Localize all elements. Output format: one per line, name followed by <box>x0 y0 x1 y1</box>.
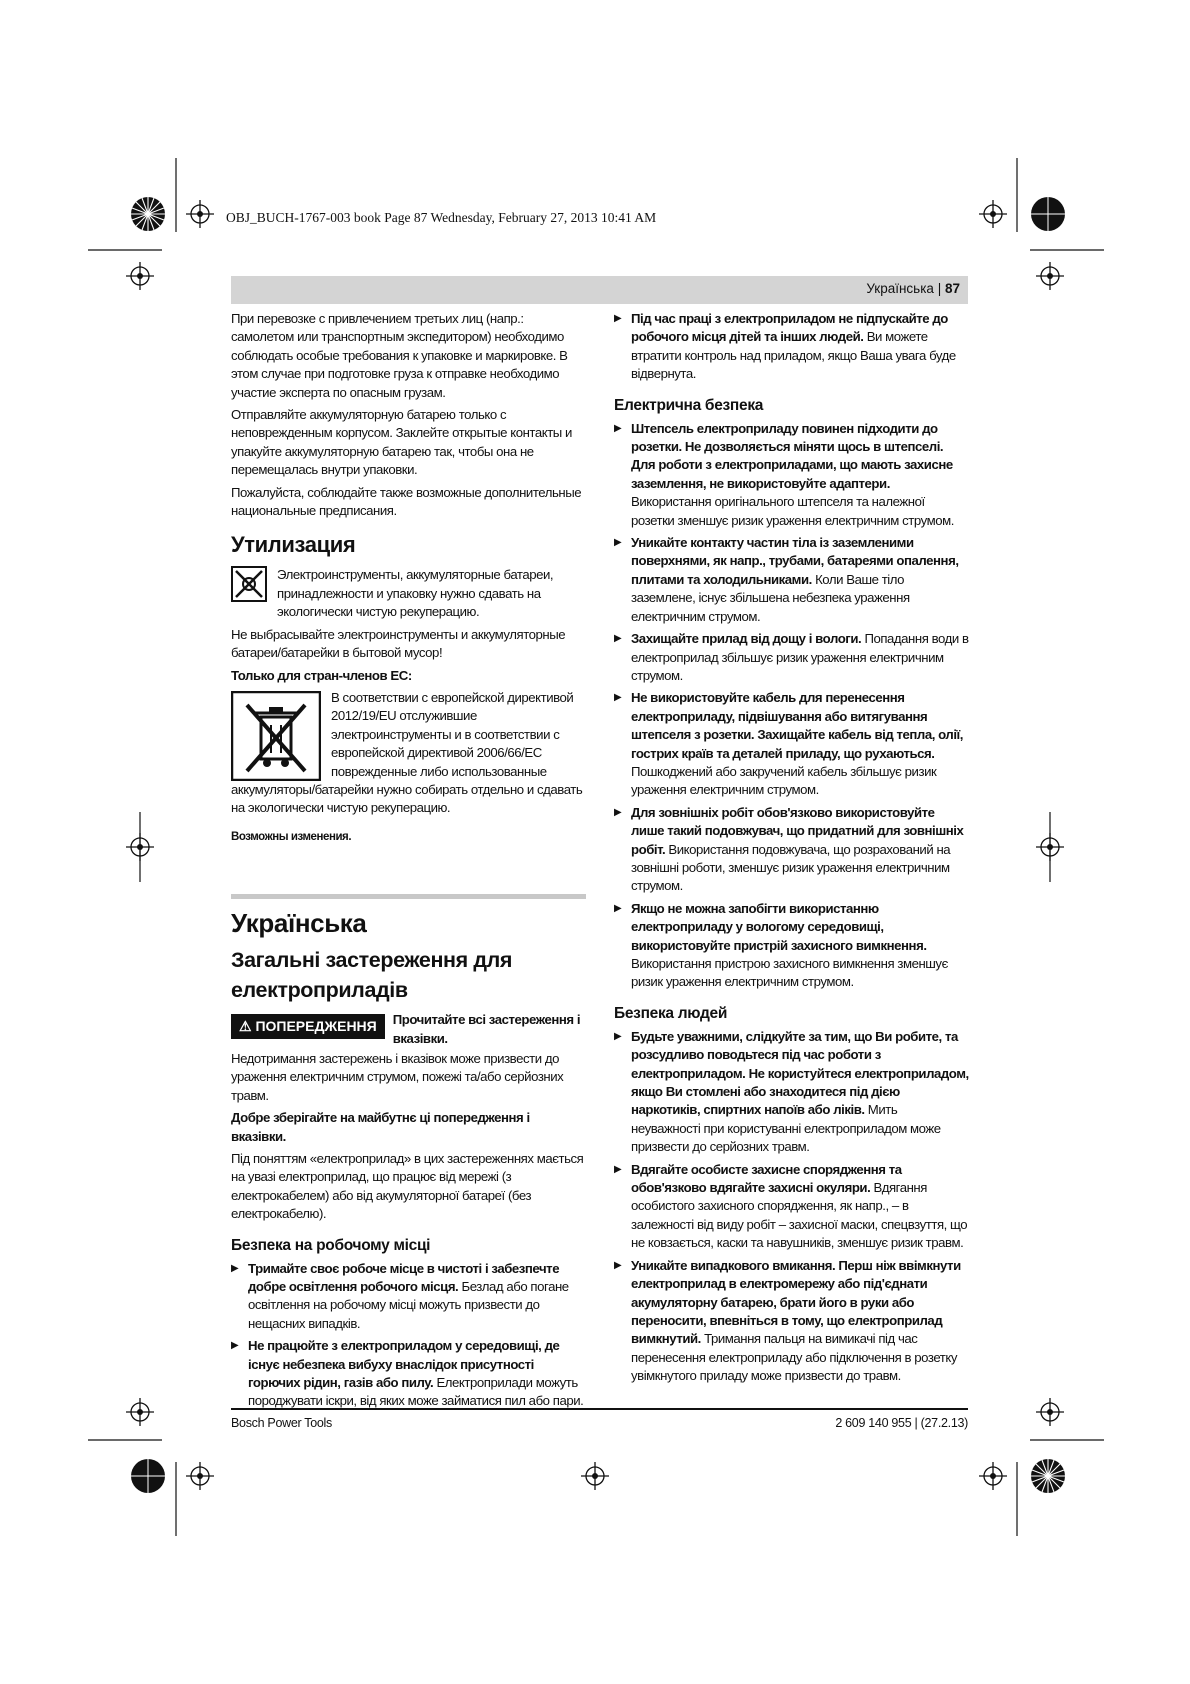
bullet-bold: Не працюйте з електроприладом у середовищі, де існує небезпека вибуху внаслідок присутності горючих рідин, газів або пилу. <box>248 1338 560 1391</box>
bullet-bold: Будьте уважними, слідкуйте за тим, що Ви робите, та розсудливо поводьтеся під час роботи з електроприладом. Не користуйтеся електроприладом, якщо Ви стомлені або знаходитеся під дією наркотиків, спиртних напоїв або ліків. <box>631 1028 969 1118</box>
list-item <box>614 689 969 799</box>
bullet-text: Використання пристрою захисного вимкнення зменшує ризик ураження електричним струмом. <box>631 956 948 990</box>
bullet-bold: Не використовуйте кабель для перенесення електроприладу, підвішування або витягування штепселя з розетки. Захищайте кабель від тепла, олії, гострих країв та деталей приладу, що рухаються. <box>631 690 964 761</box>
electrical-safety-heading: Електрична безпека <box>614 396 764 414</box>
section-separator <box>231 894 586 899</box>
bullet-text: Пошкоджений або закручений кабель збільшує ризик ураження електричним струмом. <box>631 763 937 798</box>
bullet-text: Використання подовжувача, що розрахований на зовнішні роботи, зменшує ризик ураження електричним струмом. <box>631 841 951 894</box>
print-slug: OBJ_BUCH-1767-003 book Page 87 Wednesday, February 27, 2013 10:41 AM <box>226 210 657 225</box>
bullet-bold: Вдягайте особисте захисне спорядження та обов'язково вдягайте захисні окуляри. <box>631 1161 902 1196</box>
bullet-bold: Тримайте своє робоче місце в чистоті і забезпечте добре освітлення робочого місця. <box>248 1260 560 1295</box>
bullet-bold: Якщо не можна запобігти використанню електроприладу у вологому середовищі, використовуйте пристрій захисного вимкнення. <box>631 900 927 953</box>
right-column <box>614 310 969 1390</box>
page-number: 87 <box>944 281 960 296</box>
page-header <box>866 281 960 296</box>
power-tool-term: Під поняттям «електроприлад» в цих застереженнях мається на увазі електроприлад, що працює від мережі (з електрокабелем) або від акумуляторної батареї (без електрокабелю). <box>231 1151 584 1222</box>
recycle-tools-icon <box>231 566 267 602</box>
warning-lead: Прочитайте всі застереження і вказівки. <box>392 1012 581 1046</box>
transport-paragraph: При перевозке с привлечением третьих лиц (напр.: самолетом или транспортным экспедитором) необходимо соблюдать особые требования к упаковке и маркировке. В этом случае при подготовке груза к отправке необходимо участие эксперта по опасным грузам. <box>231 311 568 400</box>
bullet-bold: Під час праці з електроприладом не підпускайте до робочого місця дітей та інших людей. <box>631 311 948 345</box>
list-item <box>231 1337 586 1411</box>
list-item <box>614 630 969 685</box>
bullet-bold: Уникайте контакту частин тіла із заземленими поверхнями, як напр., трубами, батареями опалення, плитами та холодильниками. <box>631 535 959 587</box>
header-language: Українська <box>866 281 934 296</box>
bullet-text: Коли Ваше тіло заземлене, існує збільшена небезпека ураження електричним струмом. <box>631 571 910 624</box>
list-item <box>614 310 969 384</box>
warning-block <box>231 1011 586 1048</box>
bullet-text: Мить неуважності при користуванні електроприладом може призвести до серйозних травм. <box>631 1102 941 1155</box>
warning-badge <box>231 1014 385 1038</box>
bullet-text: Ви можете втратити контроль над приладом, якщо Ваша увага буде відвернута. <box>631 329 956 382</box>
personal-safety-heading: Безпека людей <box>614 1004 728 1022</box>
footer-docnumber: 2 609 140 955 | (27.2.13) <box>835 1416 968 1430</box>
list-item <box>614 804 969 896</box>
bullet-text: Вдягання особистого захисного спорядження, як напр., – в залежності від виду робіт – захисної маски, спецвзуття, що не ковзається, каски та навушників, зменшує ризик травм. <box>631 1180 968 1251</box>
footer-rule <box>231 1408 968 1410</box>
list-item <box>614 534 969 626</box>
disposal-icon-text: Электроинструменты, аккумуляторные батареи, принадлежности и упаковку нужно сдавать на экологически чистую рекуперацию. <box>277 567 554 620</box>
eu-block <box>231 689 586 818</box>
disposal-heading: Утилизация <box>231 532 356 558</box>
no-household-waste: Не выбрасывайте электроинструменты и аккумуляторные батареи/батарейки в бытовой мусор! <box>231 626 566 661</box>
battery-paragraph: Отправляйте аккумуляторную батарею только с неповрежденным корпусом. Заклейте открытые контакты и упакуйте аккумуляторную батарею так, чтобы она не перемещалась внутри упаковки. <box>231 407 572 478</box>
warning-text: Недотримання застережень і вказівок може призвести до ураження електричним струмом, пожежі та/або серйозних травм. <box>231 1050 564 1103</box>
bullet-bold: Для зовнішніх робіт обов'язково використовуйте лише такий подовжувач, що придатний для зовнішніх робіт. <box>631 804 964 857</box>
list-item <box>614 1257 969 1386</box>
warning-badge-label: ПОПЕРЕДЖЕННЯ <box>255 1018 377 1035</box>
bullet-text: Тримання пальця на вимикачі під час перенесення електроприладу або підключення в розетку увімкнутого приладу може призвести до травм. <box>631 1331 958 1384</box>
crossed-bin-icon <box>231 691 321 781</box>
bullet-text: Електроприлади можуть породжувати іскри, від яких може займатися пил або пари. <box>248 1375 584 1409</box>
bullet-text: Безлад або погане освітлення на робочому місці можуть призвести до нещасних випадків. <box>248 1279 569 1331</box>
general-warnings-title: Загальні застереження для електроприладів <box>231 948 513 1003</box>
list-item <box>614 1161 969 1253</box>
header-separator: | <box>937 281 942 296</box>
bullet-bold: Уникайте випадкового вмикання. Перш ніж ввімкнути електроприлад в електромережу або під'єднати акумуляторну батарею, брати його в руки або переносити, впевніться в тому, що електроприлад вимкнутий. <box>631 1257 961 1347</box>
language-title: Українська <box>231 908 367 939</box>
eu-heading: Только для стран-членов ЕС: <box>231 667 412 683</box>
left-column <box>231 310 586 1415</box>
workplace-safety-heading: Безпека на робочому місці <box>231 1236 431 1254</box>
list-item <box>231 1260 586 1334</box>
page-header-bar <box>231 276 968 304</box>
bullet-text: Використання оригінального штепселя та належної розетки зменшує ризик ураження електричним струмом. <box>631 494 954 528</box>
national-paragraph: Пожалуйста, соблюдайте также возможные дополнительные национальные предписания. <box>231 484 582 519</box>
bullet-text: Попадання води в електроприлад збільшує ризик ураження електричним струмом. <box>631 631 969 683</box>
changes-note: Возможны изменения. <box>231 830 352 843</box>
list-item <box>614 1028 969 1157</box>
bullet-bold: Захищайте прилад від дощу і вологи. <box>631 631 862 647</box>
warning-triangle-icon: ⚠ <box>239 1018 252 1035</box>
bullet-bold: Штепсель електроприладу повинен підходити до розетки. Не дозволяється міняти щось в штепселі. Для роботи з електроприладами, що мають захисне заземлення, не використовуйте адаптери. <box>631 420 953 491</box>
eu-text: В соответствии с европейской директивой 2012/19/EU отслужившие электроинструменты и в соответствии с европейской директивой 2006/66/EC поврежденные либо использованные аккумуляторы/батарейки нужно собирать отдельно и сдавать на экологически чистую рекуперацию. <box>231 689 583 816</box>
disposal-icon-row <box>231 566 586 621</box>
list-item <box>614 420 969 530</box>
keep-instructions: Добре зберігайте на майбутнє ці попередження і вказівки. <box>231 1110 530 1144</box>
list-item <box>614 900 969 992</box>
footer-publisher: Bosch Power Tools <box>231 1416 332 1430</box>
